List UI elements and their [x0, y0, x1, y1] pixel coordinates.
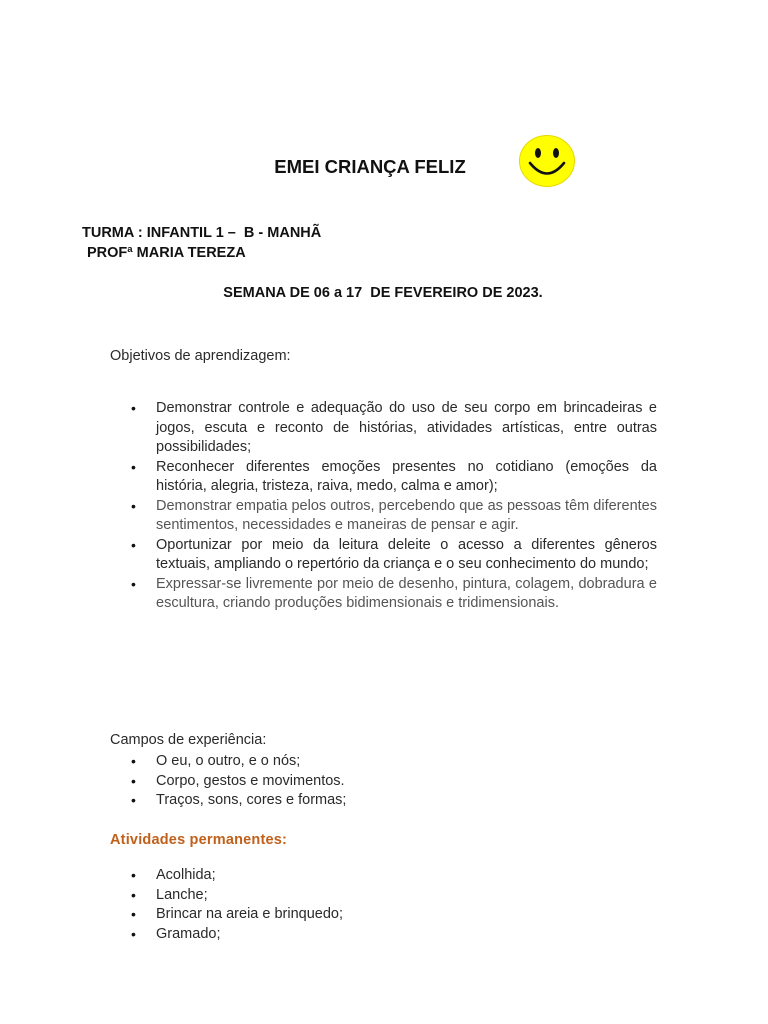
campos-list — [110, 752, 630, 811]
list-item: • Lanche; — [110, 886, 630, 906]
objetivos-list — [110, 399, 657, 614]
atividades-heading: Atividades permanentes: — [110, 832, 288, 848]
semana-line: SEMANA DE 06 a 17 DE FEVEREIRO DE 2023. — [223, 285, 543, 301]
turma-line: TURMA : INFANTIL 1 – B - MANHÃ — [82, 225, 322, 241]
list-item: • Oportunizar por meio da leitura deleite o acesso a diferentes gêneros textuais, ampliando o repertório da criança e o seu conhecimento do mundo; — [110, 536, 657, 575]
list-item: • Brincar na areia e brinquedo; — [110, 905, 630, 925]
page-title: EMEI CRIANÇA FELIZ — [274, 156, 466, 177]
list-item: • Corpo, gestos e movimentos. — [110, 772, 630, 792]
list-item: • Reconhecer diferentes emoções presentes no cotidiano (emoções da história, alegria, tristeza, raiva, medo, calma e amor); — [110, 458, 657, 497]
list-item: • Traços, sons, cores e formas; — [110, 791, 630, 811]
list-item: • Gramado; — [110, 925, 630, 945]
atividades-list — [110, 866, 630, 944]
list-item: • Acolhida; — [110, 866, 630, 886]
list-item: • O eu, o outro, e o nós; — [110, 752, 630, 772]
objetivos-heading: Objetivos de aprendizagem: — [110, 348, 291, 364]
professora-line: PROFª MARIA TEREZA — [87, 245, 246, 261]
list-item: • Expressar-se livremente por meio de desenho, pintura, colagem, dobradura e escultura, criando produções bidimensionais e tridimensionais. — [110, 575, 657, 614]
smiley-face-icon — [518, 134, 576, 188]
list-item: • Demonstrar controle e adequação do uso de seu corpo em brincadeiras e jogos, escuta e reconto de histórias, atividades artísticas, entre outras possibilidades; — [110, 399, 657, 458]
list-item: • Demonstrar empatia pelos outros, percebendo que as pessoas têm diferentes sentimentos, necessidades e maneiras de pensar e agir. — [110, 497, 657, 536]
campos-heading: Campos de experiência: — [110, 732, 267, 748]
